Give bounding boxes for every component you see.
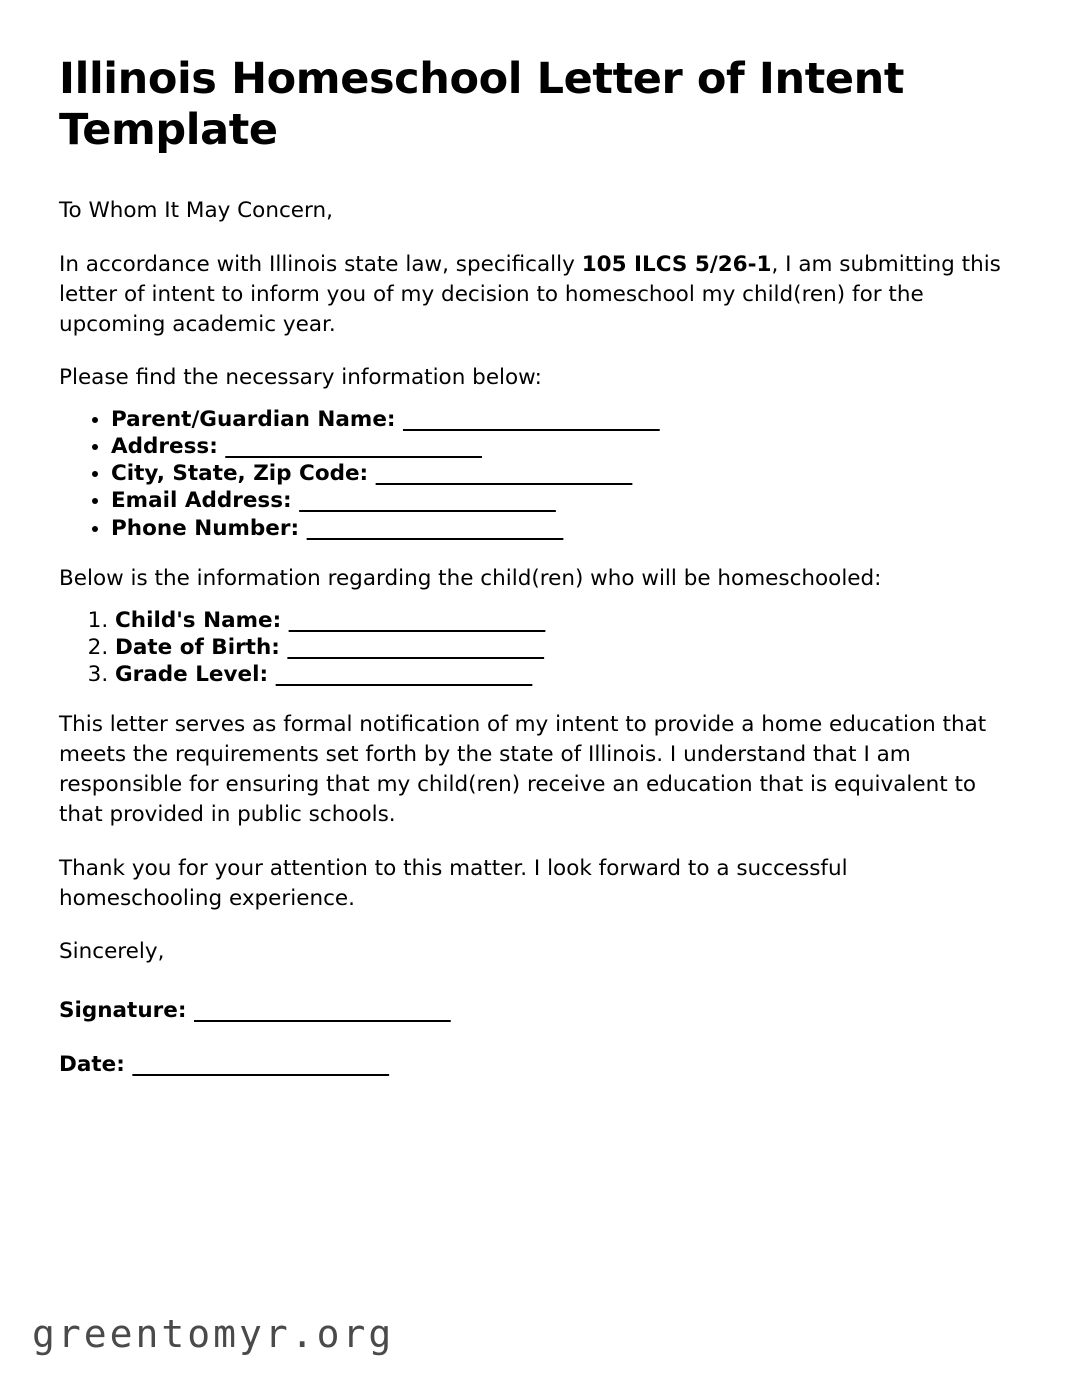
- field-label: Phone Number:: [111, 515, 300, 541]
- signature-label: Signature:: [59, 997, 187, 1023]
- signature-line: [59, 997, 1017, 1025]
- field-blank-line: _________________________: [288, 607, 545, 633]
- compliance-paragraph: This letter serves as formal notification of my intent to provide a home education that meets the requirements set forth by the state of Illinois. I understand that I am responsible for ensuring that my child(ren) receive an education that is equivalent to that provided in public schools.: [59, 712, 987, 828]
- date-blank-line: _________________________: [132, 1051, 389, 1077]
- field-blank-line: _________________________: [375, 461, 632, 487]
- intro-after-statute: , I am submitting this letter of intent to inform you of my decision to homeschool my child(ren) for the upcoming academic year.: [59, 251, 1001, 337]
- list-item: [111, 461, 1017, 486]
- footer-brand-watermark: greentomyr.org: [32, 1312, 395, 1356]
- closing-paragraph: Thank you for your attention to this matter. I look forward to a successful homeschooling experience.: [59, 855, 848, 911]
- list-item: [115, 662, 1017, 687]
- list-item: [115, 635, 1017, 660]
- field-label: Address:: [111, 434, 218, 460]
- child-prompt-text: Below is the information regarding the child(ren) who will be homeschooled:: [59, 565, 882, 591]
- page-title: Illinois Homeschool Letter of Intent Template: [59, 54, 904, 155]
- signoff-text: Sincerely,: [59, 938, 165, 964]
- field-blank-line: _________________________: [225, 434, 482, 460]
- field-label: Date of Birth:: [115, 634, 280, 660]
- field-blank-line: _________________________: [275, 662, 532, 688]
- list-item: [115, 608, 1017, 633]
- list-item: [111, 407, 1017, 432]
- field-label: City, State, Zip Code:: [111, 461, 369, 487]
- list-item: [111, 488, 1017, 513]
- field-label: Email Address:: [111, 488, 292, 514]
- greeting-text: To Whom It May Concern,: [59, 198, 333, 224]
- date-label: Date:: [59, 1051, 125, 1077]
- signature-blank-line: _________________________: [193, 997, 451, 1023]
- list-item: [111, 434, 1017, 459]
- info-prompt-text: Please find the necessary information below:: [59, 364, 542, 390]
- statute-reference: 105 ILCS 5/26-1: [581, 251, 772, 277]
- field-label: Child's Name:: [115, 607, 282, 633]
- list-item: [111, 516, 1017, 541]
- field-blank-line: _________________________: [306, 515, 563, 541]
- date-line: [59, 1051, 1017, 1079]
- field-label: Grade Level:: [115, 662, 269, 688]
- parent-field-list: [59, 407, 1017, 541]
- intro-before-statute: In accordance with Illinois state law, specifically: [59, 251, 582, 277]
- child-field-list: [59, 608, 1017, 687]
- intro-paragraph: [59, 250, 1017, 340]
- document-content: [59, 54, 1017, 1079]
- field-blank-line: _________________________: [403, 406, 660, 432]
- field-label: Parent/Guardian Name:: [111, 406, 396, 432]
- field-blank-line: _________________________: [287, 634, 544, 660]
- field-blank-line: _________________________: [299, 488, 556, 514]
